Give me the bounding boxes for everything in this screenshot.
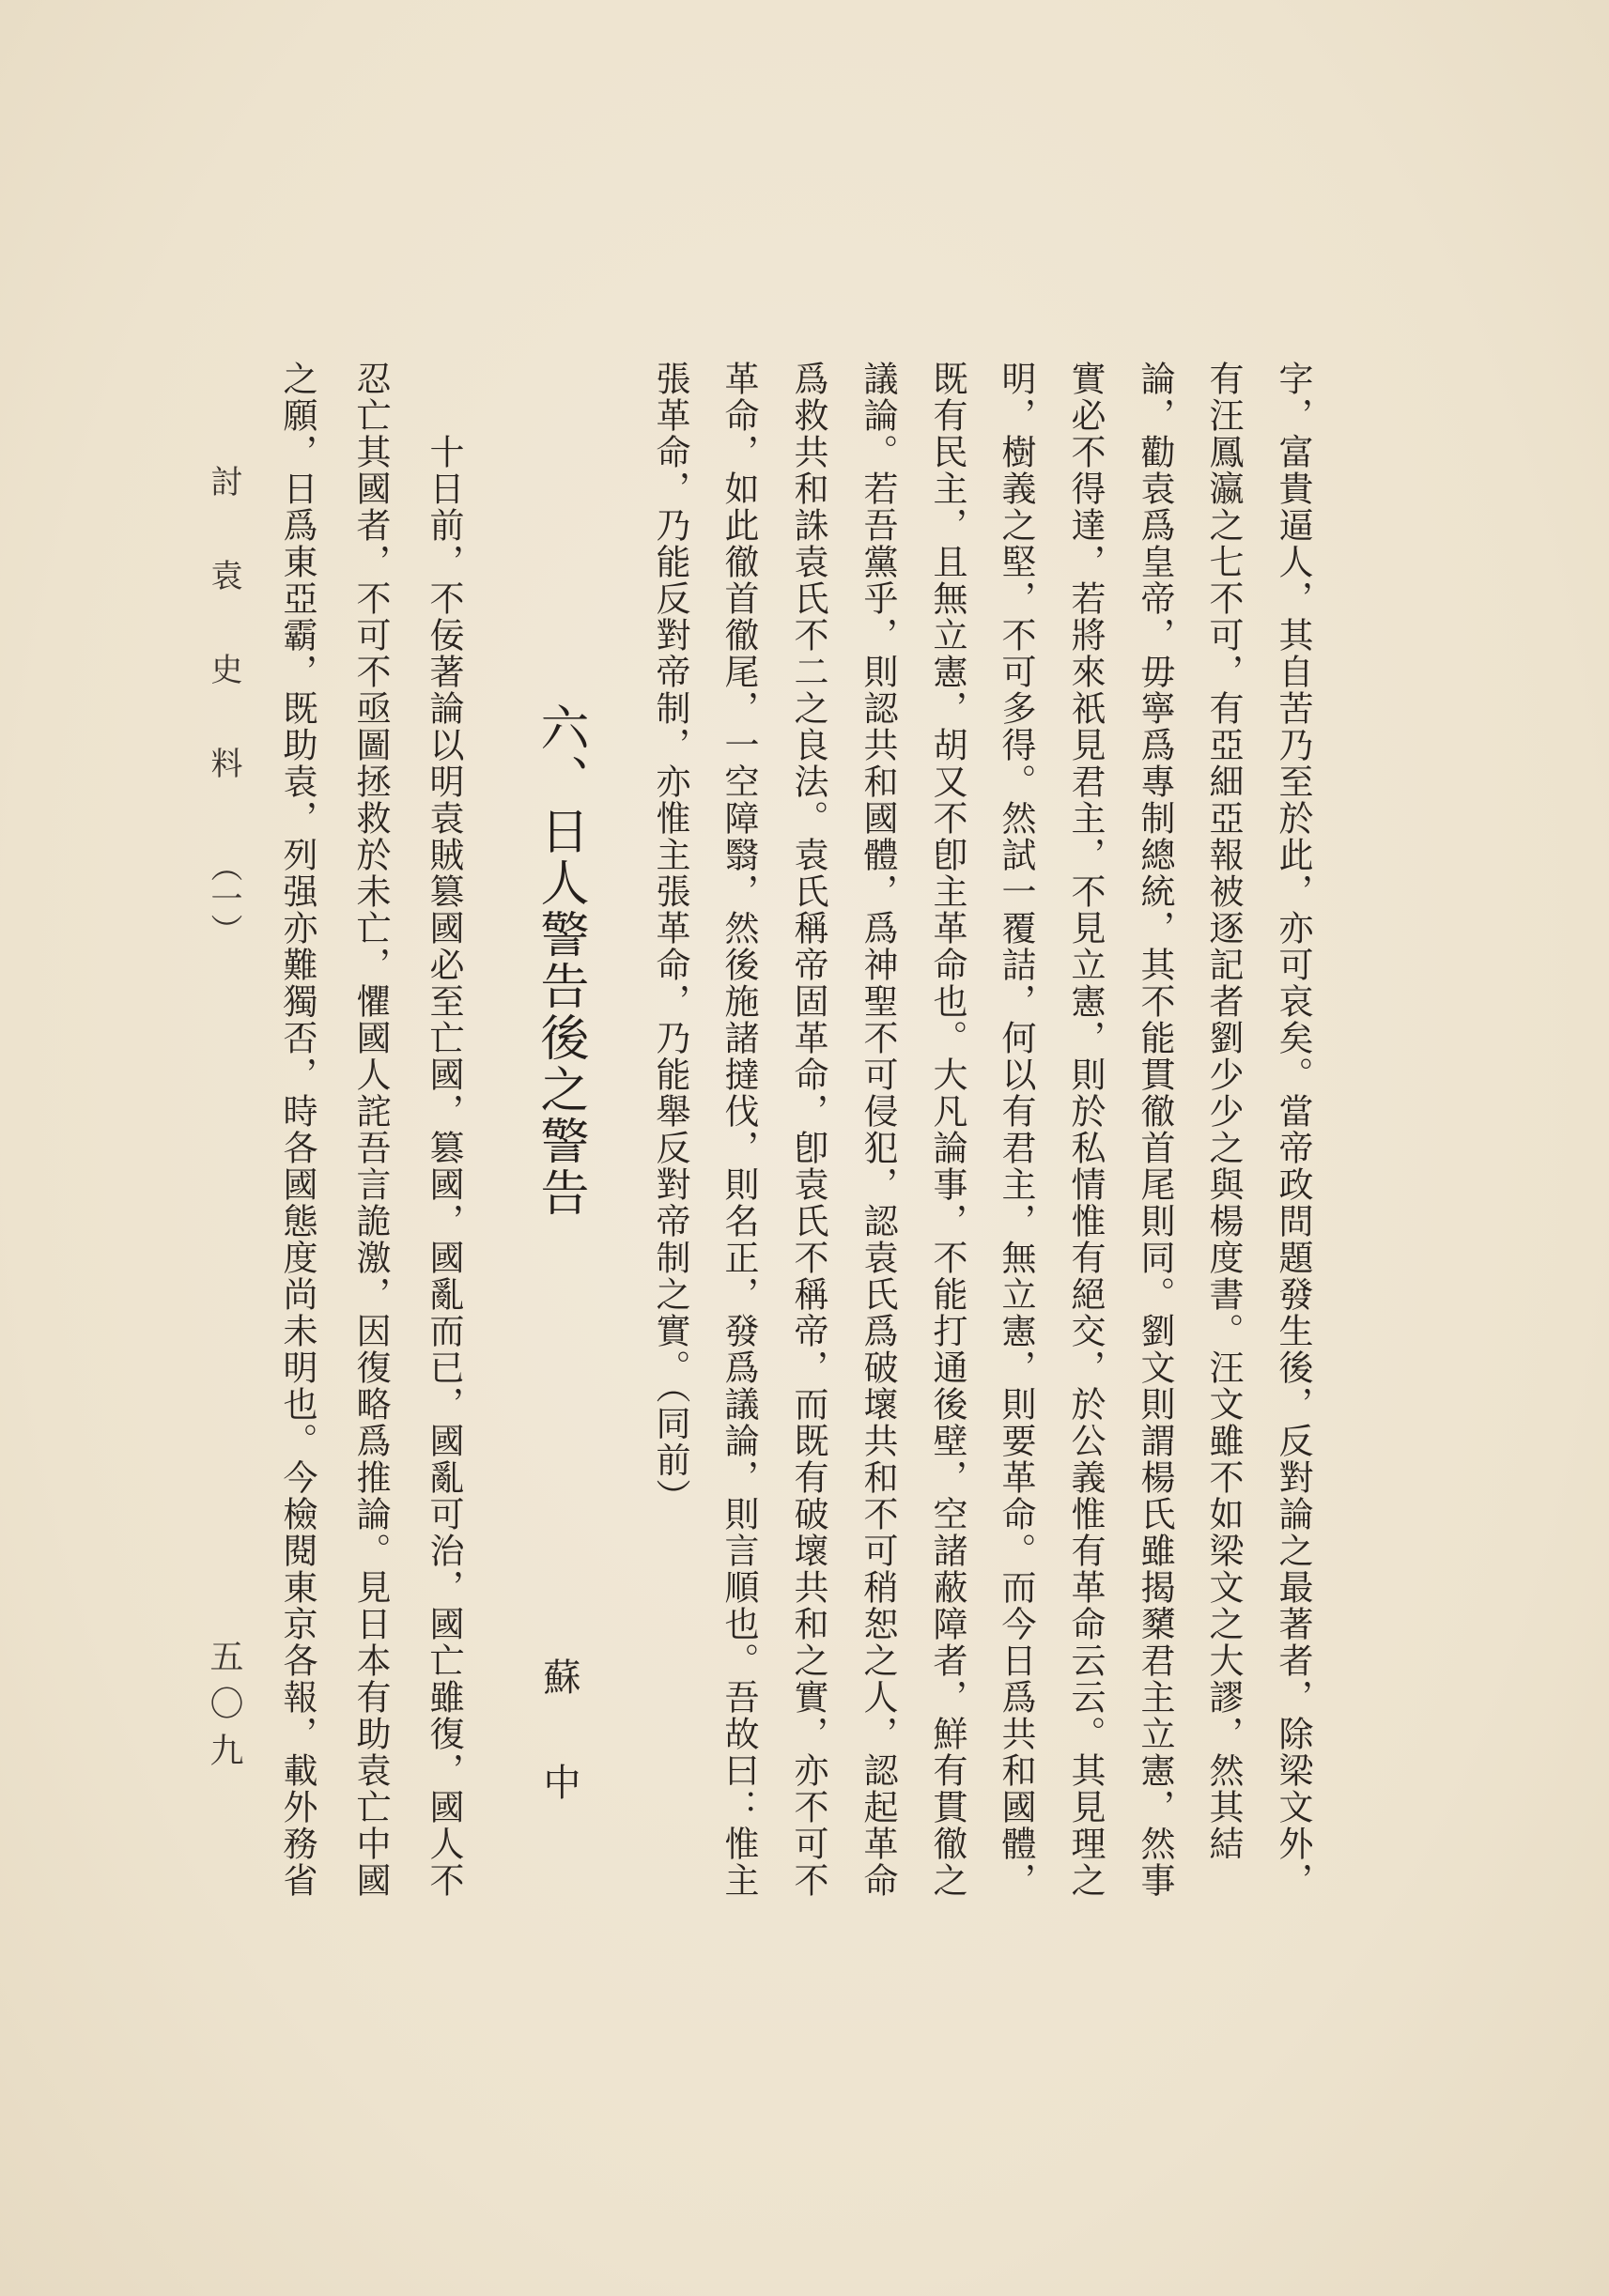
text-column: 明，樹義之堅，不可多得。然試一覆詰，何以有君主，無立憲，則要革命。而今日爲共和國體，	[996, 361, 1036, 1899]
text-column: 張革命，乃能反對帝制，亦惟主張革命，乃能舉反對帝制之實。（同前）	[650, 361, 690, 1516]
text-column: 之願，日爲東亞霸，既助袁，列强亦難獨否，時各國態度尚未明也。今檢閱東京各報，載外務省	[277, 361, 317, 1899]
section-heading: 六、日人警告後之警告	[532, 702, 588, 1219]
text-column: 既有民主，且無立憲，胡又不卽主革命也。大凡論事，不能打通後壁，空諸蔽障者，鮮有貫徹之	[927, 361, 967, 1899]
text-column: 爲救共和誅袁氏不二之良法。袁氏稱帝固革命，卽袁氏不稱帝，而既有破壞共和之實，亦不可不	[788, 361, 828, 1899]
page-number: 五〇九	[205, 1639, 243, 1780]
text-column: 革命，如此徹首徹尾，一空障翳，然後施諸撻伐，則名正，發爲議論，則言順也。吾故曰：惟主	[719, 361, 759, 1899]
text-column: 有汪鳳瀛之七不可，有亞細亞報被逐記者劉少少之與楊度書。汪文雖不如梁文之大謬，然其結	[1203, 361, 1244, 1862]
text-column: 實必不得達，若將來祇見君主，不見立憲，則於私情惟有絕交，於公義惟有革命云云。其見理之	[1065, 361, 1106, 1899]
volume-number: （一）	[205, 850, 242, 946]
text-column: 議論。若吾黨乎，則認共和國體，爲神聖不可侵犯，認袁氏爲破壞共和不可稍恕之人，認起革命	[858, 361, 898, 1899]
text-column: 論，勸袁爲皇帝，毋寧爲專制總統，其不能貫徹首尾則同。劉文則謂楊氏雖揭櫫君主立憲，然事	[1135, 361, 1175, 1899]
section-author: 蘇 中	[537, 1657, 580, 1815]
text-column: 忍亡其國者，不可不亟圖拯救於未亡，懼國人詫吾言詭激，因復略爲推論。見日本有助袁亡中國	[350, 361, 391, 1899]
text-column: 十日前，不佞著論以明袁賊篡國必至亡國，篡國，國亂而已，國亂可治，國亡雖復，國人不	[424, 434, 464, 1899]
text-column: 字，富貴逼人，其自苦乃至於此，亦可哀矣。當帝政問題發生後，反對論之最著者，除梁文外，	[1273, 361, 1313, 1899]
running-title: 討袁史料	[205, 465, 242, 840]
